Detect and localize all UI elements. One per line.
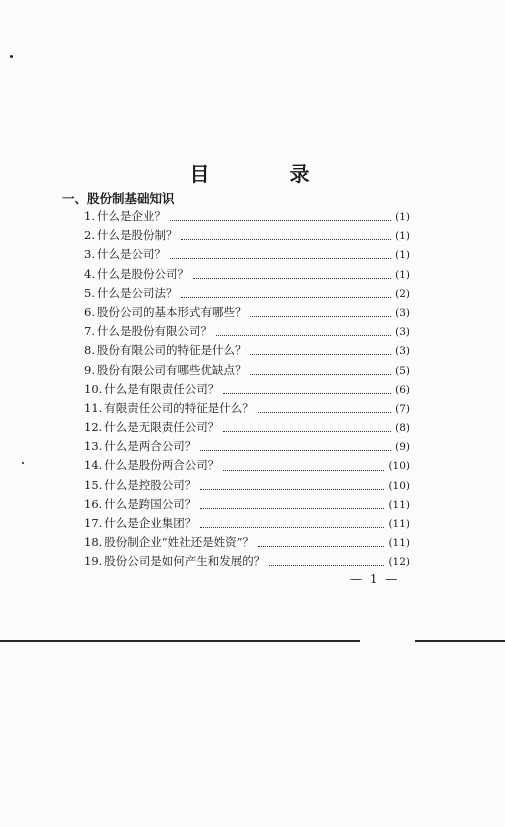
toc-entry-page: (3) — [395, 306, 410, 319]
toc-entry-page: (11) — [388, 498, 410, 511]
toc-entry-page: (1) — [395, 249, 410, 262]
toc-entry-number: 8. — [84, 343, 95, 358]
toc-entry-page: (1) — [395, 211, 410, 223]
toc-entry[interactable] — [84, 284, 410, 303]
toc-dot-leader — [250, 346, 391, 355]
toc-entry-page: (1) — [395, 268, 410, 281]
toc-entry-title: 股份有限公司的特征是什么？ — [96, 343, 247, 358]
toc-entry-page: (12) — [388, 556, 410, 569]
toc-list — [84, 207, 410, 572]
toc-entry[interactable] — [84, 476, 410, 495]
toc-dot-leader — [250, 308, 391, 317]
toc-entry-number: 19. — [84, 554, 103, 569]
toc-entry-title: 什么是公司法？ — [96, 285, 178, 300]
toc-entry-page: (9) — [395, 441, 410, 454]
toc-entry-title: 股份有限公司有哪些优缺点？ — [96, 362, 247, 377]
toc-entry[interactable] — [84, 322, 410, 341]
toc-entry-title: 什么是跨国公司？ — [104, 496, 197, 511]
toc-dot-leader — [258, 404, 391, 413]
toc-dot-leader — [223, 423, 391, 432]
toc-entry-page: (5) — [395, 364, 410, 377]
toc-entry-number: 6. — [84, 304, 95, 319]
toc-entry[interactable] — [84, 361, 410, 380]
toc-entry-title: 什么是公司？ — [96, 247, 166, 262]
toc-dot-leader — [200, 442, 391, 451]
toc-entry-title: 什么是股份有限公司？ — [96, 324, 212, 339]
toc-entry-page: (2) — [395, 287, 410, 300]
toc-entry-page: (11) — [388, 518, 410, 530]
toc-entry-number: 18. — [84, 535, 103, 550]
toc-dot-leader — [200, 481, 384, 490]
toc-entry-title: 什么是两合公司？ — [104, 439, 197, 454]
page-number: — 1 — — [350, 572, 400, 586]
toc-dot-leader — [250, 366, 391, 375]
toc-entry[interactable] — [84, 399, 410, 418]
toc-entry-page: (1) — [395, 230, 410, 243]
toc-dot-leader — [200, 500, 384, 509]
toc-entry-number: 17. — [84, 516, 103, 530]
toc-entry-title: 股份公司的基本形式有哪些？ — [96, 304, 247, 319]
toc-entry-title: 什么是股份制？ — [96, 228, 178, 243]
toc-dot-leader — [200, 519, 384, 528]
page-title: 目 录 — [189, 162, 340, 186]
section-heading: 一、股份制基础知识 — [62, 191, 175, 206]
toc-entry[interactable] — [84, 495, 410, 514]
toc-dot-leader — [170, 212, 391, 221]
toc-entry-number: 1. — [84, 209, 95, 223]
toc-dot-leader — [193, 270, 391, 279]
toc-entry-number: 11. — [84, 400, 103, 415]
toc-entry-number: 12. — [84, 420, 103, 435]
scan-rule-line — [0, 640, 360, 642]
toc-entry-page: (3) — [395, 326, 410, 339]
toc-entry-page: (3) — [395, 345, 410, 358]
toc-entry-title: 什么是无限责任公司？ — [104, 420, 220, 435]
toc-entry[interactable] — [84, 303, 410, 322]
toc-entry-page: (10) — [388, 460, 410, 473]
scan-speck — [10, 55, 13, 58]
toc-dot-leader — [269, 557, 384, 566]
toc-entry[interactable] — [84, 437, 410, 456]
toc-entry-number: 9. — [84, 362, 95, 377]
toc-entry-title: 什么是有限责任公司？ — [104, 381, 220, 396]
toc-entry-title: 有限责任公司的特征是什么？ — [104, 400, 254, 415]
toc-entry[interactable] — [84, 265, 410, 284]
toc-entry-number: 15. — [84, 477, 103, 492]
toc-entry-page: (6) — [395, 383, 410, 396]
toc-entry[interactable] — [84, 207, 410, 226]
toc-entry-page: (8) — [395, 422, 410, 435]
toc-dot-leader — [181, 231, 391, 240]
toc-entry-number: 16. — [84, 496, 103, 511]
scan-speck — [22, 462, 24, 464]
toc-entry-number: 14. — [84, 458, 103, 473]
scan-rule-line — [415, 640, 505, 642]
toc-entry-number: 10. — [84, 381, 103, 396]
toc-entry-page: (11) — [388, 537, 410, 550]
toc-entry[interactable] — [84, 456, 410, 475]
toc-entry-title: 什么是控股公司？ — [104, 477, 197, 492]
toc-entry[interactable] — [84, 514, 410, 533]
toc-dot-leader — [223, 462, 384, 471]
toc-dot-leader — [170, 250, 391, 259]
toc-entry[interactable] — [84, 418, 410, 437]
toc-entry-page: (7) — [395, 402, 410, 415]
toc-entry-title: 什么是股份两合公司？ — [104, 458, 220, 473]
toc-dot-leader — [223, 385, 391, 394]
toc-dot-leader — [258, 538, 384, 547]
toc-entry-number: 13. — [84, 439, 103, 454]
toc-entry[interactable] — [84, 552, 410, 571]
toc-dot-leader — [216, 327, 391, 336]
toc-entry-number: 5. — [84, 285, 95, 300]
toc-entry-number: 4. — [84, 266, 95, 281]
toc-entry[interactable] — [84, 533, 410, 552]
toc-entry[interactable] — [84, 226, 410, 245]
toc-entry-title: 股份制企业“姓社还是姓资”？ — [104, 535, 255, 550]
toc-entry[interactable] — [84, 380, 410, 399]
toc-entry[interactable] — [84, 341, 410, 360]
toc-entry-title: 什么是企业集团？ — [104, 516, 197, 530]
toc-entry-page: (10) — [388, 479, 410, 492]
toc-entry[interactable] — [84, 245, 410, 264]
toc-entry-title: 股份公司是如何产生和发展的？ — [104, 554, 266, 569]
toc-entry-number: 7. — [84, 324, 95, 339]
toc-entry-number: 3. — [84, 247, 95, 262]
toc-dot-leader — [181, 289, 391, 298]
toc-entry-title: 什么是股份公司？ — [96, 266, 189, 281]
toc-entry-title: 什么是企业？ — [96, 209, 166, 223]
toc-entry-number: 2. — [84, 228, 95, 243]
